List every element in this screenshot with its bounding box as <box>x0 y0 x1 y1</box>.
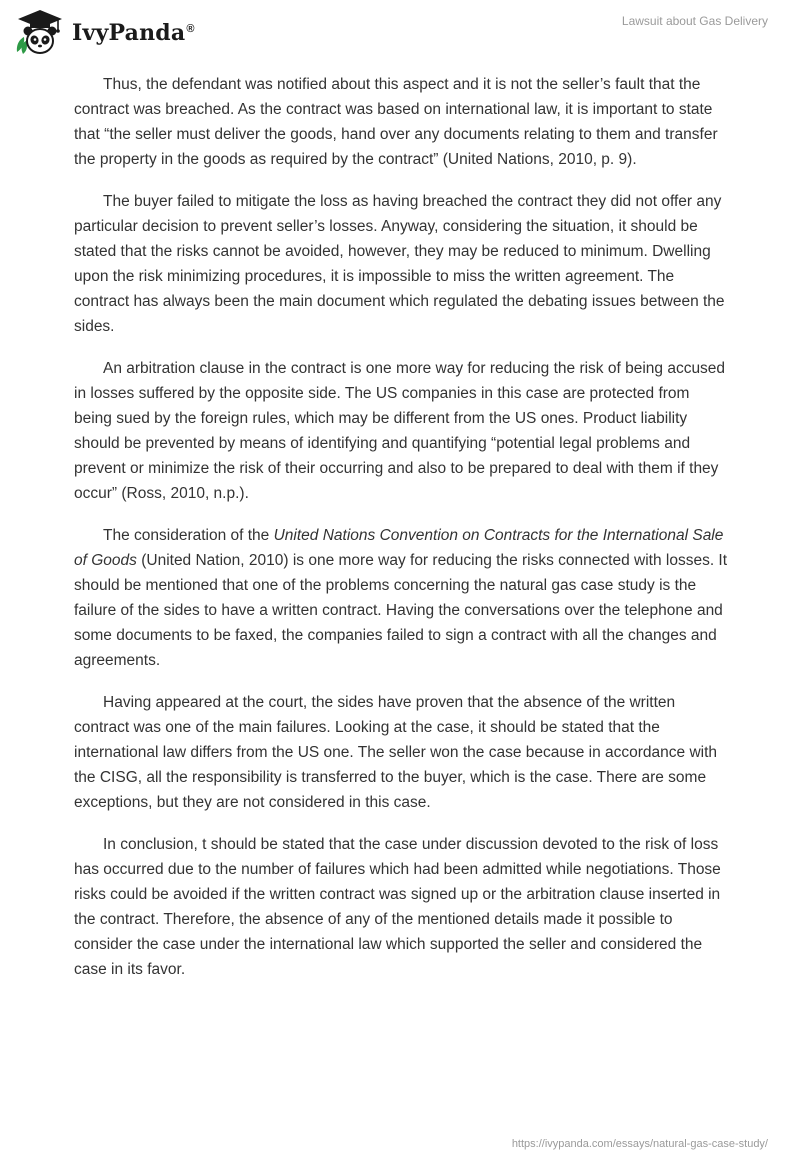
paragraph-5: Having appeared at the court, the sides have proven that the absence of the written contract was one of the main failures. Looking at the case, it should be stated that the international law differs from the US one. The seller won the case because in accordance with the CISG, all the responsibility is transferred to the buyer, which is the case. There are some exceptions, but they are not considered in this case. <box>74 694 718 811</box>
ivypanda-logo[interactable] <box>14 8 195 56</box>
logo-name: IvyPanda <box>72 20 186 46</box>
paragraph-1: Thus, the defendant was notified about this aspect and it is not the seller’s fault that the contract was breached. As the contract was based on international law, it is important to state that “the seller must deliver the goods, hand over any documents relating to them and transfer the property in the goods as required by the contract” (United Nations, 2010, p. 9). <box>74 76 718 168</box>
paragraph-4-rest: (United Nation, 2010) is one more way for reducing the risks connected with losses. It should be mentioned that one of the problems concerning the natural gas case study is the failure of the sides to have a written contract. Having the conversations over the telephone and some documents to be faxed, the companies failed to sign a contract with all the changes and agreements. <box>74 552 728 669</box>
source-url[interactable]: https://ivypanda.com/essays/natural-gas-case-study/ <box>511 1138 768 1150</box>
page-header <box>0 0 800 60</box>
running-title: Lawsuit about Gas Delivery <box>621 14 768 28</box>
paragraph-4-lead: The consideration of the <box>103 527 274 544</box>
essay-body <box>74 72 730 999</box>
logo-wordmark <box>72 20 195 46</box>
convention-title: United Nations Convention on Contracts for the International Sale of Goods <box>74 527 724 569</box>
logo-registered-mark: ® <box>186 22 195 35</box>
paragraph-4 <box>74 523 730 673</box>
paragraph-3: An arbitration clause in the contract is one more way for reducing the risk of being accused in losses suffered by the opposite side. The US companies in this case are protected from being sued by the foreign rules, which may be different from the US ones. Product liability should be prevented by means of identifying and quantifying “potential legal problems and prevent or minimize the risk of their occurring and also to be prepared to deal with them if they occur” (Ross, 2010, n.p.). <box>74 360 726 502</box>
panda-graduate-icon <box>14 8 66 56</box>
paragraph-2: The buyer failed to mitigate the loss as having breached the contract they did not offer any particular decision to prevent seller’s losses. Anyway, considering the situation, it should be stated that the risks cannot be avoided, however, they may be reduced to minimum. Dwelling upon the risk minimizing procedures, it is impossible to miss the written agreement. The contract has always been the main document which regulated the debating issues between the sides. <box>74 193 725 335</box>
paragraph-6: In conclusion, t should be stated that the case under discussion devoted to the risk of loss has occurred due to the number of failures which had been admitted while negotiations. Those risks could be avoided if the written contract was signed up or the arbitration clause inserted in the contract. Therefore, the absence of any of the mentioned details made it possible to consider the case under the international law which supported the seller and considered the case in its favor. <box>74 836 721 978</box>
